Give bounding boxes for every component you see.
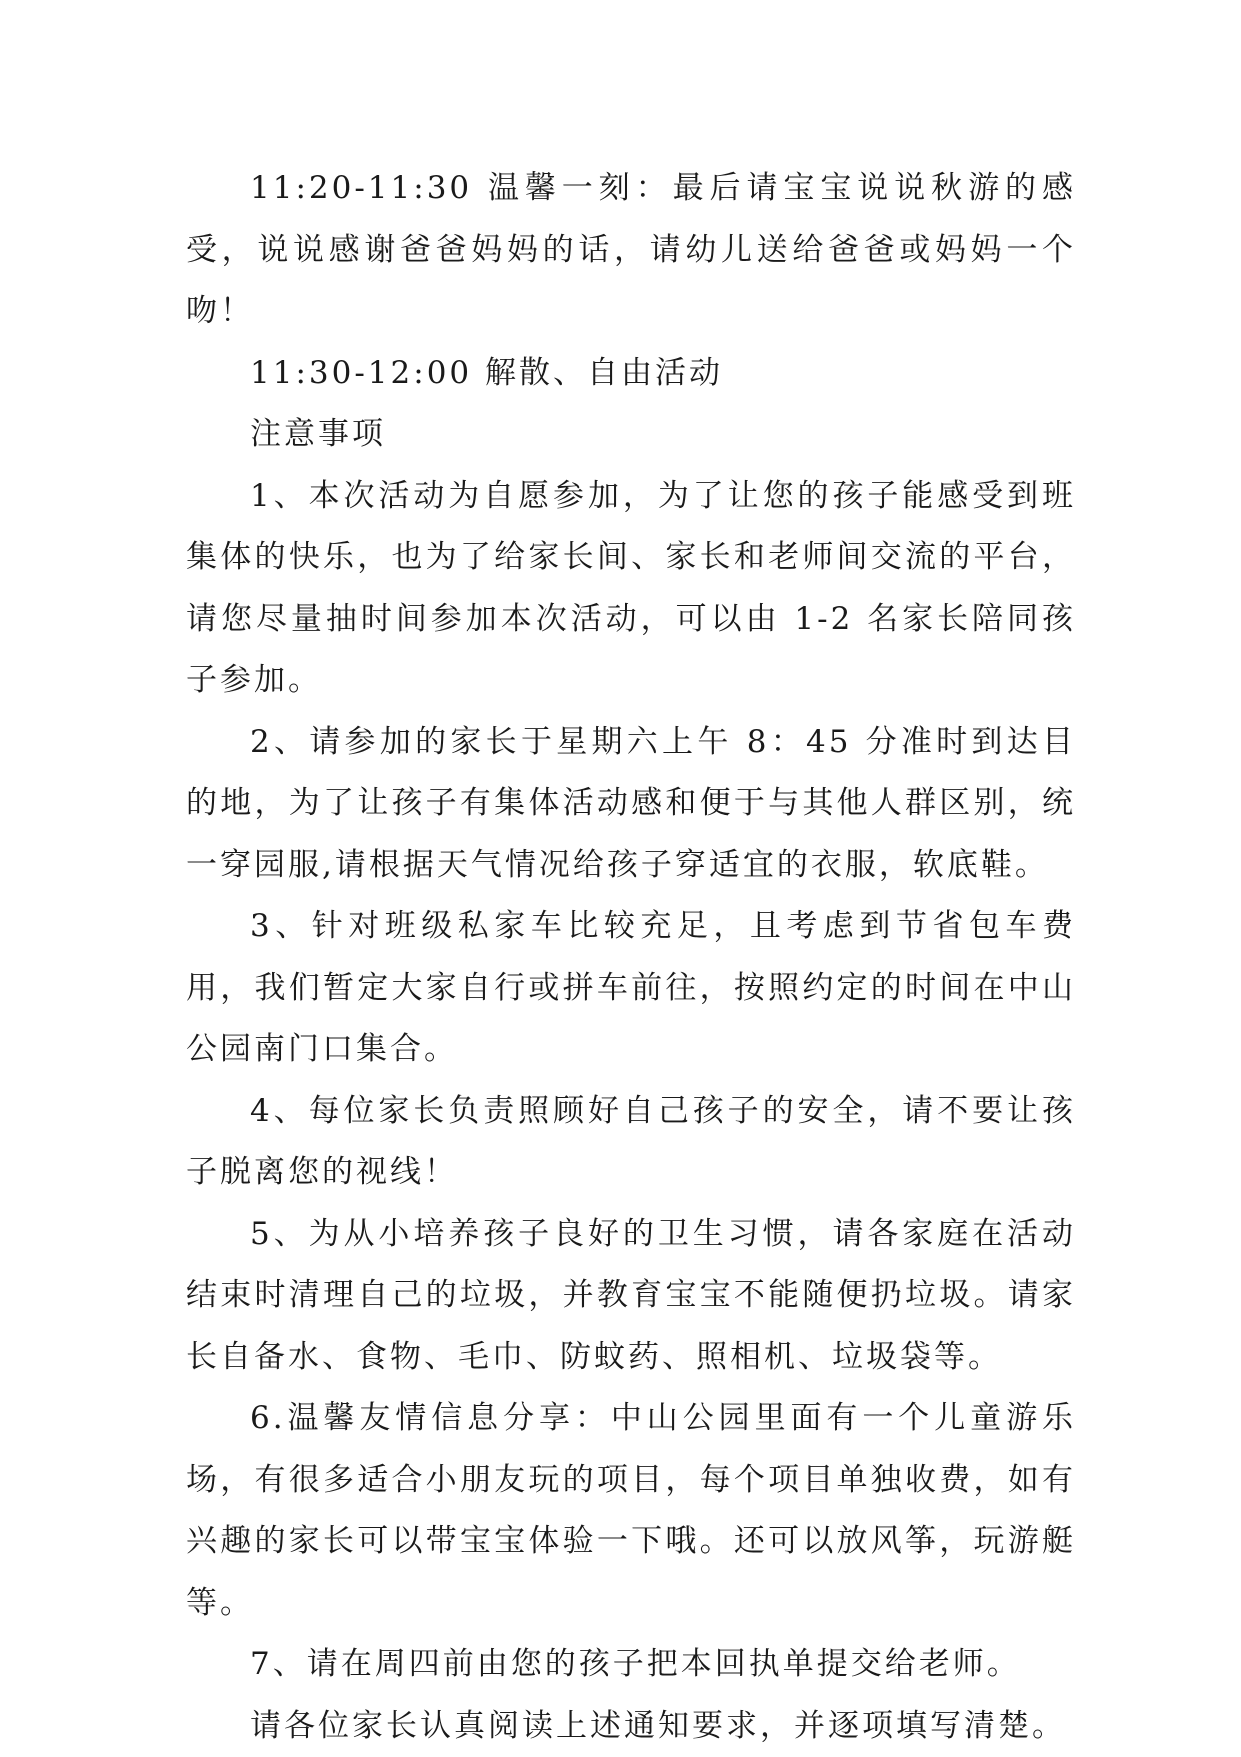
note-item-1: 1、本次活动为自愿参加，为了让您的孩子能感受到班集体的快乐，也为了给家长间、家长和老师间交流的平台，请您尽量抽时间参加本次活动，可以由 1-2 名家长陪同孩子参加。 [186, 466, 1076, 712]
note-item-7: 7、请在周四前由您的孩子把本回执单提交给老师。 [186, 1634, 1076, 1696]
note-item-2: 2、请参加的家长于星期六上午 8：45 分准时到达目的地，为了让孩子有集体活动感和便于与其他人群区别，统一穿园服,请根据天气情况给孩子穿适宜的衣服，软底鞋。 [186, 712, 1076, 897]
document-body [186, 158, 1076, 1757]
note-item-4: 4、每位家长负责照顾好自己孩子的安全，请不要让孩子脱离您的视线！ [186, 1081, 1076, 1204]
note-item-6: 6.温馨友情信息分享：中山公园里面有一个儿童游乐场，有很多适合小朋友玩的项目，每个项目单独收费，如有兴趣的家长可以带宝宝体验一下哦。还可以放风筝，玩游艇等。 [186, 1388, 1076, 1634]
note-item-5: 5、为从小培养孩子良好的卫生习惯，请各家庭在活动结束时清理自己的垃圾，并教育宝宝不能随便扔垃圾。请家长自备水、食物、毛巾、防蚊药、照相机、垃圾袋等。 [186, 1204, 1076, 1389]
paragraph-closing-moment: 11:20-11:30 温馨一刻：最后请宝宝说说秋游的感受，说说感谢爸爸妈妈的话，请幼儿送给爸爸或妈妈一个吻！ [186, 158, 1076, 343]
paragraph-dismissal: 11:30-12:00 解散、自由活动 [186, 343, 1076, 405]
notes-heading: 注意事项 [186, 404, 1076, 466]
note-item-3: 3、针对班级私家车比较充足，且考虑到节省包车费用，我们暂定大家自行或拼车前往，按照约定的时间在中山公园南门口集合。 [186, 896, 1076, 1081]
closing-instruction: 请各位家长认真阅读上述通知要求，并逐项填写清楚。 [186, 1696, 1076, 1757]
